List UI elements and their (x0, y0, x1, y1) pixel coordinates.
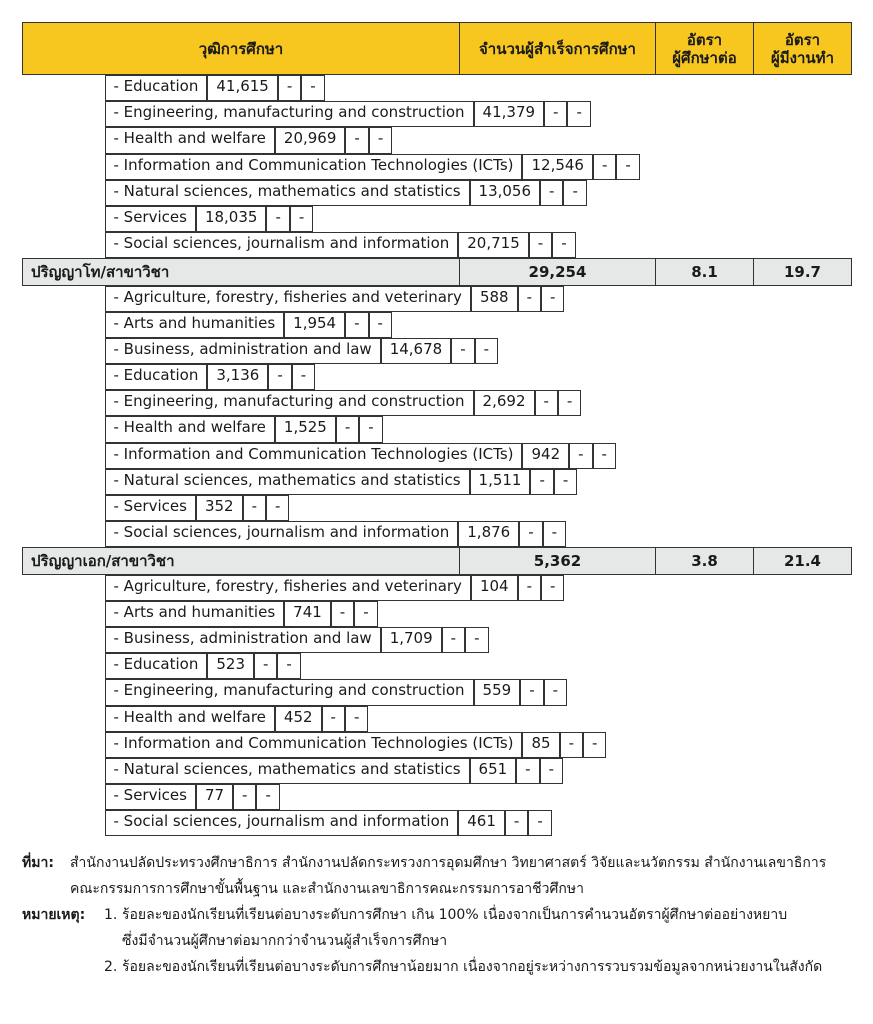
table-row (23, 101, 460, 127)
table-row (23, 810, 460, 836)
remark1-line1: ร้อยละของนักเรียนที่เรียนต่อบางระดับการศึกษา เกิน 100% เนื่องจากเป็นการคำนวนอัตราผู้ศึกษาต่ออย่างหยาบ (122, 907, 788, 923)
graduates-cell: 14,678 (381, 338, 452, 364)
graduates-cell: 942 (522, 443, 569, 469)
field-cell: - Services (105, 784, 196, 810)
employment-rate-cell: - (354, 601, 377, 627)
further-rate-cell: - (560, 732, 583, 758)
employment-rate-cell: - (558, 390, 581, 416)
further-rate-cell: - (540, 180, 563, 206)
field-cell: - Business, administration and law (105, 338, 381, 364)
graduates-cell: 104 (471, 575, 518, 601)
further-rate-cell: 8.1 (656, 259, 754, 285)
notes-section (22, 850, 857, 980)
further-rate-cell: - (544, 101, 567, 127)
table-row (23, 390, 460, 416)
table-row (23, 732, 460, 758)
employment-rate-cell: - (528, 810, 551, 836)
table-row (23, 758, 460, 784)
employment-rate-cell: - (290, 206, 313, 232)
graduates-cell: 12,546 (522, 154, 593, 180)
further-rate-cell: - (451, 338, 474, 364)
employment-rate-cell: - (465, 627, 488, 653)
further-rate-cell: - (518, 575, 541, 601)
table-row (23, 232, 460, 258)
graduates-cell: 1,525 (275, 416, 336, 442)
graduates-cell: 41,615 (207, 75, 278, 101)
table-row (23, 575, 460, 601)
graduates-cell: 13,056 (470, 180, 541, 206)
source-text-line1: สำนักงานปลัดประทรวงศึกษาธิการ สำนักงานปลัดกระทรวงการอุดมศึกษา วิทยาศาสตร์ วิจัยและนวัตกรรม สำนักงานเลขาธิการ (70, 855, 827, 871)
table-row (23, 180, 460, 206)
graduates-cell: 741 (284, 601, 331, 627)
further-rate-cell: - (233, 784, 256, 810)
table-row (23, 784, 460, 810)
table-row (23, 416, 460, 442)
employment-rate-cell: - (277, 653, 300, 679)
employment-rate-cell: - (369, 312, 392, 338)
employment-rate-cell: - (292, 364, 315, 390)
header-further-study-rate (656, 23, 754, 75)
graduates-cell: 29,254 (460, 259, 656, 285)
table-group-row (23, 259, 852, 285)
field-cell: - Health and welfare (105, 416, 275, 442)
further-rate-cell: - (254, 653, 277, 679)
graduates-cell: 461 (458, 810, 505, 836)
further-rate-cell: - (266, 206, 289, 232)
field-cell: - Education (105, 653, 208, 679)
graduates-cell: 523 (207, 653, 254, 679)
employment-rate-cell: - (540, 758, 563, 784)
field-cell: - Engineering, manufacturing and construction (105, 101, 474, 127)
further-rate-cell: - (529, 232, 552, 258)
remark-note (22, 902, 857, 928)
remark2-line1: ร้อยละของนักเรียนที่เรียนต่อบางระดับการศึกษาน้อยมาก เนื่องจากอยู่ระหว่างการรวบรวมข้อมูลจากหน่วยงานในสังกัด (122, 959, 823, 975)
field-cell: - Information and Communication Technologies (ICTs) (105, 154, 523, 180)
further-rate-cell: - (268, 364, 291, 390)
field-cell: ปริญญาเอก/สาขาวิชา (23, 548, 460, 574)
field-cell: - Engineering, manufacturing and construction (105, 679, 474, 705)
graduates-cell: 5,362 (460, 548, 656, 574)
further-rate-cell: 3.8 (656, 548, 754, 574)
employment-rate-cell: - (567, 101, 590, 127)
table-group-row (23, 548, 852, 574)
source-note (22, 850, 857, 876)
source-text-line2: คณะกรรมการการศึกษาขั้นพื้นฐาน และสำนักงานเลขาธิการคณะกรรมการอาชีวศึกษา (70, 881, 584, 897)
graduates-table (22, 22, 852, 836)
table-row (23, 206, 460, 232)
table-row (23, 154, 460, 180)
employment-rate-cell: - (616, 154, 639, 180)
header-field-of-study: วุฒิการศึกษา (23, 23, 460, 75)
table-row (23, 495, 460, 521)
graduates-cell: 20,969 (275, 127, 346, 153)
graduates-cell: 18,035 (196, 206, 267, 232)
table-header (23, 23, 852, 75)
header-employment-rate (754, 23, 852, 75)
further-rate-cell: - (331, 601, 354, 627)
field-cell: - Services (105, 206, 196, 232)
employment-rate-cell: - (266, 495, 289, 521)
field-cell: - Natural sciences, mathematics and statistics (105, 180, 470, 206)
field-cell: - Agriculture, forestry, fisheries and veterinary (105, 286, 471, 312)
graduates-cell: 1,709 (381, 627, 442, 653)
employment-rate-cell: - (593, 443, 616, 469)
remark2-number: 2. (104, 959, 118, 975)
employment-rate-cell: - (543, 521, 566, 547)
field-cell: - Social sciences, journalism and information (105, 810, 459, 836)
graduates-cell: 20,715 (458, 232, 529, 258)
further-rate-cell: - (519, 521, 542, 547)
graduates-cell: 1,954 (284, 312, 345, 338)
table-row (23, 627, 460, 653)
graduates-cell: 352 (196, 495, 243, 521)
remark-label: หมายเหตุ: (22, 907, 86, 923)
graduates-cell: 452 (275, 706, 322, 732)
field-cell: - Services (105, 495, 196, 521)
field-cell: - Health and welfare (105, 127, 275, 153)
table-row (23, 338, 460, 364)
table-row (23, 75, 460, 101)
field-cell: - Social sciences, journalism and information (105, 232, 459, 258)
graduates-cell: 3,136 (207, 364, 268, 390)
field-cell: ปริญญาโท/สาขาวิชา (23, 259, 460, 285)
remark2 (22, 954, 857, 980)
further-rate-cell: - (535, 390, 558, 416)
further-rate-cell: - (569, 443, 592, 469)
graduates-table-container (22, 22, 851, 836)
header-employed-line1: อัตรา (784, 30, 821, 49)
header-employed-line2: ผู้มีงานทำ (771, 48, 834, 67)
further-rate-cell: - (505, 810, 528, 836)
employment-rate-cell: - (369, 127, 392, 153)
graduates-cell: 85 (522, 732, 559, 758)
employment-rate-cell: - (475, 338, 498, 364)
further-rate-cell: - (322, 706, 345, 732)
field-cell: - Social sciences, journalism and information (105, 521, 459, 547)
header-further-line1: อัตรา (686, 30, 723, 49)
graduates-cell: 651 (470, 758, 517, 784)
further-rate-cell: - (518, 286, 541, 312)
table-row (23, 601, 460, 627)
remark1-number: 1. (104, 907, 118, 923)
further-rate-cell: - (336, 416, 359, 442)
employment-rate-cell: - (359, 416, 382, 442)
employment-rate-cell: - (301, 75, 324, 101)
employment-rate-cell: - (345, 706, 368, 732)
further-rate-cell: - (593, 154, 616, 180)
employment-rate-cell: 19.7 (754, 259, 852, 285)
employment-rate-cell: - (541, 575, 564, 601)
employment-rate-cell: - (544, 679, 567, 705)
further-rate-cell: - (530, 469, 553, 495)
table-row (23, 653, 460, 679)
table-row (23, 127, 460, 153)
field-cell: - Business, administration and law (105, 627, 381, 653)
field-cell: - Natural sciences, mathematics and statistics (105, 469, 470, 495)
further-rate-cell: - (520, 679, 543, 705)
table-body (23, 75, 852, 837)
graduates-cell: 1,511 (470, 469, 531, 495)
graduates-cell: 41,379 (474, 101, 545, 127)
employment-rate-cell: - (552, 232, 575, 258)
table-row (23, 286, 460, 312)
further-rate-cell: - (278, 75, 301, 101)
further-rate-cell: - (442, 627, 465, 653)
table-row (23, 443, 460, 469)
further-rate-cell: - (345, 127, 368, 153)
further-rate-cell: - (345, 312, 368, 338)
table-row (23, 521, 460, 547)
field-cell: - Education (105, 364, 208, 390)
field-cell: - Engineering, manufacturing and construction (105, 390, 474, 416)
employment-rate-cell: - (563, 180, 586, 206)
header-row (23, 23, 852, 75)
graduates-cell: 2,692 (474, 390, 535, 416)
field-cell: - Arts and humanities (105, 312, 285, 338)
field-cell: - Arts and humanities (105, 601, 285, 627)
field-cell: - Health and welfare (105, 706, 275, 732)
source-label: ที่มา: (22, 855, 54, 871)
graduates-cell: 559 (474, 679, 521, 705)
further-rate-cell: - (243, 495, 266, 521)
employment-rate-cell: 21.4 (754, 548, 852, 574)
employment-rate-cell: - (554, 469, 577, 495)
employment-rate-cell: - (583, 732, 606, 758)
field-cell: - Education (105, 75, 208, 101)
employment-rate-cell: - (256, 784, 279, 810)
table-row (23, 679, 460, 705)
field-cell: - Information and Communication Technologies (ICTs) (105, 732, 523, 758)
graduates-cell: 588 (471, 286, 518, 312)
graduates-cell: 1,876 (458, 521, 519, 547)
header-further-line2: ผู้ศึกษาต่อ (672, 48, 737, 67)
field-cell: - Agriculture, forestry, fisheries and veterinary (105, 575, 471, 601)
remark1-line2: ซึ่งมีจำนวนผู้ศึกษาต่อมากกว่าจำนวนผู้สำเร็จการศึกษา (122, 933, 448, 949)
further-rate-cell: - (516, 758, 539, 784)
field-cell: - Natural sciences, mathematics and statistics (105, 758, 470, 784)
header-graduates: จำนวนผู้สำเร็จการศึกษา (460, 23, 656, 75)
graduates-cell: 77 (196, 784, 233, 810)
field-cell: - Information and Communication Technologies (ICTs) (105, 443, 523, 469)
table-row (23, 469, 460, 495)
table-row (23, 364, 460, 390)
table-row (23, 312, 460, 338)
table-row (23, 706, 460, 732)
employment-rate-cell: - (541, 286, 564, 312)
